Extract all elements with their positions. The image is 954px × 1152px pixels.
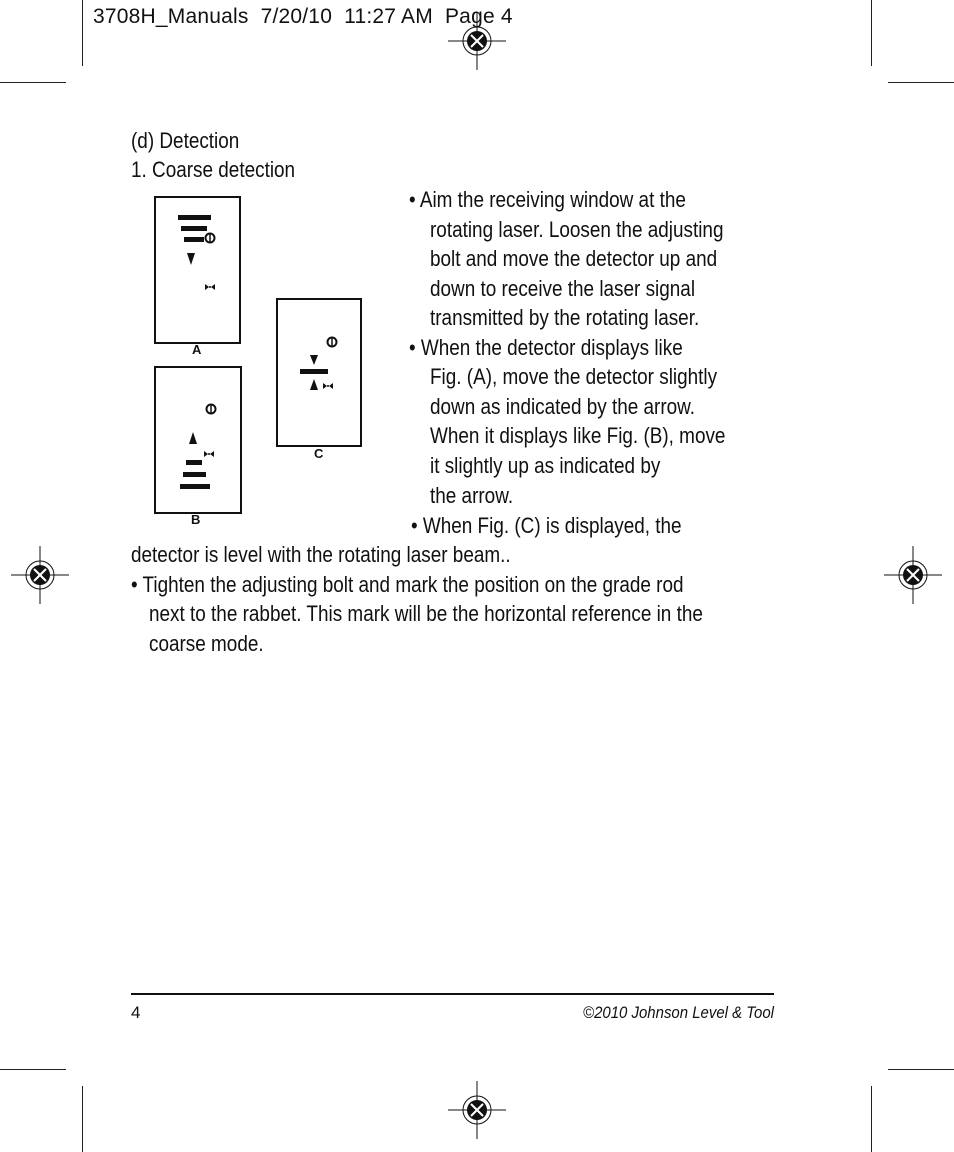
right-text-line-8: down as indicated by the arrow.: [430, 394, 696, 419]
copyright-notice: ©2010 Johnson Level & Tool: [583, 1003, 774, 1022]
registration-mark-top-icon: [448, 12, 506, 70]
crop-mark-bottom-right-horizontal: [888, 1069, 954, 1070]
figure-b-detector-display: [154, 366, 242, 514]
crop-mark-top-left-vertical: [82, 0, 83, 66]
figure-c-label: C: [314, 446, 324, 461]
right-text-line-9: When it displays like Fig. (B), move: [430, 423, 726, 448]
full-text-line-1: detector is level with the rotating laser beam..: [131, 542, 511, 567]
figure-a-detector-display: [154, 196, 241, 344]
section-heading: (d) Detection: [131, 128, 240, 153]
printer-slug-line: 3708H_Manuals 7/20/10 11:27 AM Page 4: [93, 5, 513, 28]
right-text-line-10: it slightly up as indicated by: [430, 453, 661, 478]
crop-mark-top-right-vertical: [871, 0, 872, 66]
figure-c-detector-display: [276, 298, 362, 447]
figure-a-arrow-down-icon: [156, 198, 239, 342]
figure-b-label: B: [191, 512, 201, 527]
right-text-line-11: the arrow.: [430, 483, 514, 508]
page-number: 4: [131, 1003, 141, 1022]
crop-mark-top-left-horizontal: [0, 82, 66, 83]
figure-c-level-indicator-icon: [278, 300, 360, 445]
right-text-line-5: transmitted by the rotating laser.: [430, 305, 700, 330]
right-text-line-2: rotating laser. Loosen the adjusting: [430, 217, 724, 242]
right-text-line-1: • Aim the receiving window at the: [409, 187, 686, 212]
right-text-line-6: • When the detector displays like: [409, 335, 683, 360]
subheading: 1. Coarse detection: [131, 157, 296, 182]
crop-mark-top-right-horizontal: [888, 82, 954, 83]
figure-a-label: A: [192, 342, 202, 357]
full-text-line-3: next to the rabbet. This mark will be the horizontal reference in the: [149, 601, 703, 626]
right-text-line-7: Fig. (A), move the detector slightly: [430, 364, 718, 389]
figure-b-arrow-up-icon: [156, 368, 240, 512]
full-text-line-2: • Tighten the adjusting bolt and mark the position on the grade rod: [131, 572, 684, 597]
full-text-line-4: coarse mode.: [149, 631, 264, 656]
registration-mark-right-icon: [884, 546, 942, 604]
crop-mark-bottom-left-horizontal: [0, 1069, 66, 1070]
registration-mark-left-icon: [11, 546, 69, 604]
crop-mark-bottom-left-vertical: [82, 1086, 83, 1152]
crop-mark-bottom-right-vertical: [871, 1086, 872, 1152]
footer-divider: [131, 993, 774, 995]
right-text-line-3: bolt and move the detector up and: [430, 246, 718, 271]
right-text-line-12: • When Fig. (C) is displayed, the: [411, 513, 682, 538]
registration-mark-bottom-icon: [448, 1081, 506, 1139]
right-text-line-4: down to receive the laser signal: [430, 276, 696, 301]
